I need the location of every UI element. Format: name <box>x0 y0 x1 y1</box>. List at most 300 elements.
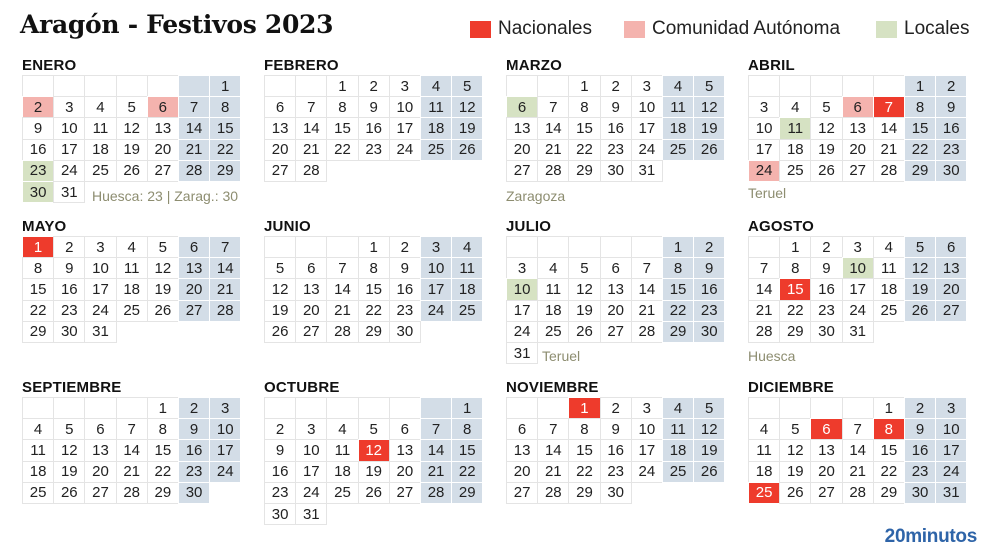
day-cell: 2 <box>600 397 632 419</box>
day-cell: 1 <box>873 397 905 419</box>
day-cell: 29 <box>779 321 811 343</box>
day-cell: 22 <box>451 461 483 483</box>
day-cell: 24 <box>935 461 967 483</box>
day-cell: 19 <box>358 461 390 483</box>
day-cell: 15 <box>451 439 483 461</box>
empty-cell <box>748 397 780 419</box>
day-cell: 22 <box>779 300 811 322</box>
day-cell: 22 <box>326 139 358 161</box>
day-cell: 29 <box>358 321 390 343</box>
day-cell: 17 <box>842 278 874 300</box>
day-cell: 23 <box>358 139 390 161</box>
day-cell: 25 <box>116 300 148 322</box>
day-cell: 12 <box>779 439 811 461</box>
day-cell: 1 <box>451 397 483 419</box>
month-note: Teruel <box>748 185 787 201</box>
day-cell: 17 <box>389 117 421 139</box>
empty-cell <box>506 75 538 97</box>
empty-cell <box>842 75 874 97</box>
day-cell: 16 <box>693 278 725 300</box>
day-cell: 15 <box>209 117 241 139</box>
day-cell: 25 <box>22 482 54 504</box>
day-cell: 21 <box>178 139 210 161</box>
month-name: AGOSTO <box>748 218 814 235</box>
day-cell: 1 <box>779 236 811 258</box>
day-cell: 2 <box>935 75 967 97</box>
day-cell: 9 <box>358 96 390 118</box>
day-cell: 29 <box>904 160 936 182</box>
day-cell: 8 <box>779 257 811 279</box>
day-cell: 28 <box>326 321 358 343</box>
day-cell: 14 <box>420 439 452 461</box>
day-cell: 8 <box>904 96 936 118</box>
day-cell: 26 <box>358 482 390 504</box>
month-name: MARZO <box>506 57 562 74</box>
empty-cell <box>748 75 780 97</box>
day-cell: 19 <box>904 278 936 300</box>
day-cell: 29 <box>209 160 241 182</box>
day-cell: 30 <box>53 321 85 343</box>
empty-cell <box>810 397 842 419</box>
day-cell: 19 <box>53 461 85 483</box>
day-cell: 5 <box>693 75 725 97</box>
day-cell: 17 <box>84 278 116 300</box>
month-grid <box>748 75 966 181</box>
day-cell: 24 <box>631 139 663 161</box>
day-cell: 4 <box>326 418 358 440</box>
month-note: Huesca <box>748 348 796 364</box>
day-cell: 30 <box>600 482 632 504</box>
day-cell: 16 <box>178 439 210 461</box>
empty-cell <box>537 236 569 258</box>
day-cell: 6 <box>84 418 116 440</box>
day-cell: 8 <box>326 96 358 118</box>
day-cell: 9 <box>600 96 632 118</box>
day-cell: 23 <box>600 461 632 483</box>
day-cell: 17 <box>631 117 663 139</box>
day-cell: 13 <box>506 117 538 139</box>
day-cell: 13 <box>147 117 179 139</box>
day-cell: 29 <box>568 482 600 504</box>
day-cell: 30 <box>935 160 967 182</box>
day-cell: 4 <box>537 257 569 279</box>
day-cell: 24 <box>389 139 421 161</box>
day-cell: 23 <box>904 461 936 483</box>
day-cell: 4 <box>873 236 905 258</box>
day-cell: 27 <box>935 300 967 322</box>
day-cell: 13 <box>506 439 538 461</box>
day-cell: 2 <box>904 397 936 419</box>
day-cell: 19 <box>693 439 725 461</box>
day-cell: 18 <box>116 278 148 300</box>
day-cell: 30 <box>22 181 54 203</box>
day-cell: 19 <box>810 139 842 161</box>
day-cell: 27 <box>147 160 179 182</box>
empty-cell <box>842 397 874 419</box>
day-cell: 20 <box>389 461 421 483</box>
day-cell: 6 <box>389 418 421 440</box>
empty-cell <box>116 75 148 97</box>
empty-cell <box>84 397 116 419</box>
day-cell: 7 <box>420 418 452 440</box>
day-cell: 29 <box>451 482 483 504</box>
day-cell: 26 <box>451 139 483 161</box>
day-cell: 10 <box>748 117 780 139</box>
day-cell: 1 <box>358 236 390 258</box>
day-cell: 26 <box>568 321 600 343</box>
day-cell: 27 <box>842 160 874 182</box>
empty-cell <box>22 75 54 97</box>
day-cell: 31 <box>506 342 538 364</box>
day-cell: 20 <box>264 139 296 161</box>
day-cell: 12 <box>810 117 842 139</box>
day-cell: 23 <box>693 300 725 322</box>
empty-cell <box>537 397 569 419</box>
empty-cell <box>22 397 54 419</box>
day-cell: 28 <box>209 300 241 322</box>
day-cell: 11 <box>451 257 483 279</box>
day-cell: 24 <box>631 461 663 483</box>
day-cell: 4 <box>662 397 694 419</box>
day-cell: 11 <box>662 418 694 440</box>
day-cell: 28 <box>420 482 452 504</box>
day-cell: 31 <box>842 321 874 343</box>
day-cell: 22 <box>904 139 936 161</box>
month-name: MAYO <box>22 218 67 235</box>
day-cell: 3 <box>631 75 663 97</box>
day-cell: 7 <box>326 257 358 279</box>
month-grid <box>506 75 724 181</box>
day-cell: 8 <box>22 257 54 279</box>
month-grid <box>748 236 966 342</box>
day-cell: 10 <box>84 257 116 279</box>
day-cell: 11 <box>84 117 116 139</box>
day-cell: 10 <box>53 117 85 139</box>
empty-cell <box>420 397 452 419</box>
day-cell: 13 <box>842 117 874 139</box>
empty-cell <box>264 397 296 419</box>
day-cell: 18 <box>326 461 358 483</box>
day-cell: 16 <box>264 461 296 483</box>
day-cell: 29 <box>147 482 179 504</box>
day-cell: 21 <box>209 278 241 300</box>
day-cell: 12 <box>116 117 148 139</box>
day-cell: 26 <box>810 160 842 182</box>
day-cell: 7 <box>209 236 241 258</box>
day-cell: 2 <box>22 96 54 118</box>
day-cell: 10 <box>935 418 967 440</box>
day-cell: 27 <box>389 482 421 504</box>
brand-logo: 20minutos <box>884 526 977 547</box>
day-cell: 2 <box>178 397 210 419</box>
day-cell: 25 <box>873 300 905 322</box>
empty-cell <box>147 75 179 97</box>
empty-cell <box>873 75 905 97</box>
day-cell: 6 <box>147 96 179 118</box>
day-cell: 9 <box>600 418 632 440</box>
day-cell: 16 <box>389 278 421 300</box>
day-cell: 28 <box>178 160 210 182</box>
month-note: Teruel <box>542 348 581 364</box>
day-cell: 19 <box>779 461 811 483</box>
day-cell: 18 <box>873 278 905 300</box>
day-cell: 31 <box>84 321 116 343</box>
day-cell: 17 <box>53 139 85 161</box>
day-cell: 2 <box>600 75 632 97</box>
month-grid <box>506 236 724 363</box>
legend-swatch-nacionales <box>470 21 491 38</box>
day-cell: 3 <box>842 236 874 258</box>
day-cell: 14 <box>537 117 569 139</box>
month-grid <box>264 75 482 181</box>
day-cell: 1 <box>904 75 936 97</box>
day-cell: 8 <box>873 418 905 440</box>
month-grid <box>748 397 966 503</box>
empty-cell <box>537 75 569 97</box>
day-cell: 10 <box>631 418 663 440</box>
day-cell: 11 <box>873 257 905 279</box>
day-cell: 31 <box>631 160 663 182</box>
day-cell: 3 <box>420 236 452 258</box>
day-cell: 24 <box>295 482 327 504</box>
day-cell: 6 <box>295 257 327 279</box>
day-cell: 25 <box>451 300 483 322</box>
day-cell: 24 <box>209 461 241 483</box>
day-cell: 5 <box>264 257 296 279</box>
legend-nacionales <box>470 18 592 40</box>
day-cell: 4 <box>420 75 452 97</box>
day-cell: 10 <box>209 418 241 440</box>
day-cell: 4 <box>779 96 811 118</box>
day-cell: 2 <box>53 236 85 258</box>
month-name: OCTUBRE <box>264 379 340 396</box>
day-cell: 24 <box>420 300 452 322</box>
day-cell: 17 <box>295 461 327 483</box>
day-cell: 31 <box>935 482 967 504</box>
day-cell: 13 <box>295 278 327 300</box>
day-cell: 26 <box>264 321 296 343</box>
day-cell: 3 <box>389 75 421 97</box>
day-cell: 21 <box>295 139 327 161</box>
day-cell: 21 <box>842 461 874 483</box>
day-cell: 1 <box>568 75 600 97</box>
month-grid <box>506 397 724 503</box>
month-name: NOVIEMBRE <box>506 379 599 396</box>
day-cell: 13 <box>84 439 116 461</box>
day-cell: 24 <box>84 300 116 322</box>
day-cell: 26 <box>904 300 936 322</box>
empty-cell <box>178 75 210 97</box>
day-cell: 20 <box>295 300 327 322</box>
empty-cell <box>568 236 600 258</box>
day-cell: 13 <box>389 439 421 461</box>
day-cell: 22 <box>662 300 694 322</box>
day-cell: 7 <box>537 418 569 440</box>
day-cell: 14 <box>116 439 148 461</box>
day-cell: 5 <box>358 418 390 440</box>
day-cell: 30 <box>904 482 936 504</box>
day-cell: 11 <box>748 439 780 461</box>
empty-cell <box>53 397 85 419</box>
day-cell: 13 <box>600 278 632 300</box>
day-cell: 17 <box>506 300 538 322</box>
day-cell: 29 <box>662 321 694 343</box>
day-cell: 15 <box>904 117 936 139</box>
empty-cell <box>295 236 327 258</box>
day-cell: 30 <box>264 503 296 525</box>
day-cell: 15 <box>326 117 358 139</box>
day-cell: 19 <box>264 300 296 322</box>
day-cell: 16 <box>600 117 632 139</box>
day-cell: 5 <box>693 397 725 419</box>
month-grid <box>22 397 240 503</box>
day-cell: 16 <box>53 278 85 300</box>
empty-cell <box>326 397 358 419</box>
empty-cell <box>53 75 85 97</box>
day-cell: 1 <box>209 75 241 97</box>
day-cell: 9 <box>935 96 967 118</box>
day-cell: 17 <box>748 139 780 161</box>
day-cell: 20 <box>506 139 538 161</box>
day-cell: 23 <box>810 300 842 322</box>
day-cell: 15 <box>568 117 600 139</box>
day-cell: 12 <box>568 278 600 300</box>
day-cell: 9 <box>22 117 54 139</box>
day-cell: 7 <box>748 257 780 279</box>
legend-locales <box>876 18 970 40</box>
day-cell: 7 <box>842 418 874 440</box>
day-cell: 20 <box>935 278 967 300</box>
day-cell: 9 <box>264 439 296 461</box>
day-cell: 5 <box>451 75 483 97</box>
empty-cell <box>779 75 811 97</box>
legend-label: Nacionales <box>498 18 592 39</box>
day-cell: 15 <box>358 278 390 300</box>
day-cell: 24 <box>748 160 780 182</box>
day-cell: 29 <box>22 321 54 343</box>
empty-cell <box>810 75 842 97</box>
day-cell: 7 <box>537 96 569 118</box>
day-cell: 26 <box>147 300 179 322</box>
day-cell: 24 <box>506 321 538 343</box>
day-cell: 11 <box>326 439 358 461</box>
day-cell: 11 <box>420 96 452 118</box>
day-cell: 17 <box>209 439 241 461</box>
day-cell: 14 <box>748 278 780 300</box>
day-cell: 13 <box>935 257 967 279</box>
day-cell: 27 <box>810 482 842 504</box>
day-cell: 27 <box>506 482 538 504</box>
day-cell: 27 <box>600 321 632 343</box>
day-cell: 19 <box>147 278 179 300</box>
day-cell: 21 <box>631 300 663 322</box>
day-cell: 11 <box>779 117 811 139</box>
day-cell: 12 <box>904 257 936 279</box>
day-cell: 12 <box>358 439 390 461</box>
day-cell: 14 <box>295 117 327 139</box>
day-cell: 23 <box>600 139 632 161</box>
day-cell: 26 <box>779 482 811 504</box>
day-cell: 25 <box>779 160 811 182</box>
month-name: JUNIO <box>264 218 311 235</box>
day-cell: 14 <box>537 439 569 461</box>
day-cell: 19 <box>693 117 725 139</box>
month-grid <box>22 236 240 342</box>
day-cell: 15 <box>147 439 179 461</box>
day-cell: 25 <box>420 139 452 161</box>
legend-label: Locales <box>904 18 970 39</box>
page-title: Aragón - Festivos 2023 <box>20 10 334 39</box>
day-cell: 14 <box>326 278 358 300</box>
day-cell: 17 <box>631 439 663 461</box>
day-cell: 16 <box>810 278 842 300</box>
day-cell: 28 <box>873 160 905 182</box>
day-cell: 25 <box>748 482 780 504</box>
day-cell: 25 <box>84 160 116 182</box>
legend-comunidad-autonoma <box>624 18 840 40</box>
day-cell: 18 <box>22 461 54 483</box>
day-cell: 24 <box>53 160 85 182</box>
day-cell: 16 <box>935 117 967 139</box>
day-cell: 28 <box>842 482 874 504</box>
month-name: DICIEMBRE <box>748 379 834 396</box>
day-cell: 10 <box>389 96 421 118</box>
day-cell: 15 <box>873 439 905 461</box>
day-cell: 4 <box>84 96 116 118</box>
day-cell: 4 <box>748 418 780 440</box>
empty-cell <box>631 236 663 258</box>
empty-cell <box>358 397 390 419</box>
legend-label: Comunidad Autónoma <box>652 18 841 39</box>
day-cell: 11 <box>537 278 569 300</box>
month-grid <box>22 75 240 202</box>
day-cell: 18 <box>779 139 811 161</box>
day-cell: 7 <box>178 96 210 118</box>
day-cell: 27 <box>178 300 210 322</box>
day-cell: 10 <box>420 257 452 279</box>
day-cell: 21 <box>420 461 452 483</box>
day-cell: 11 <box>662 96 694 118</box>
day-cell: 8 <box>568 96 600 118</box>
day-cell: 29 <box>873 482 905 504</box>
day-cell: 1 <box>147 397 179 419</box>
day-cell: 22 <box>358 300 390 322</box>
day-cell: 16 <box>358 117 390 139</box>
day-cell: 23 <box>53 300 85 322</box>
day-cell: 9 <box>178 418 210 440</box>
day-cell: 6 <box>600 257 632 279</box>
day-cell: 14 <box>631 278 663 300</box>
day-cell: 25 <box>537 321 569 343</box>
day-cell: 4 <box>22 418 54 440</box>
day-cell: 2 <box>264 418 296 440</box>
day-cell: 3 <box>209 397 241 419</box>
day-cell: 20 <box>810 461 842 483</box>
day-cell: 3 <box>631 397 663 419</box>
day-cell: 14 <box>178 117 210 139</box>
day-cell: 18 <box>451 278 483 300</box>
day-cell: 28 <box>295 160 327 182</box>
day-cell: 2 <box>810 236 842 258</box>
day-cell: 12 <box>53 439 85 461</box>
day-cell: 5 <box>810 96 842 118</box>
day-cell: 10 <box>506 278 538 300</box>
day-cell: 15 <box>22 278 54 300</box>
day-cell: 26 <box>693 139 725 161</box>
day-cell: 28 <box>116 482 148 504</box>
day-cell: 6 <box>842 96 874 118</box>
day-cell: 2 <box>693 236 725 258</box>
